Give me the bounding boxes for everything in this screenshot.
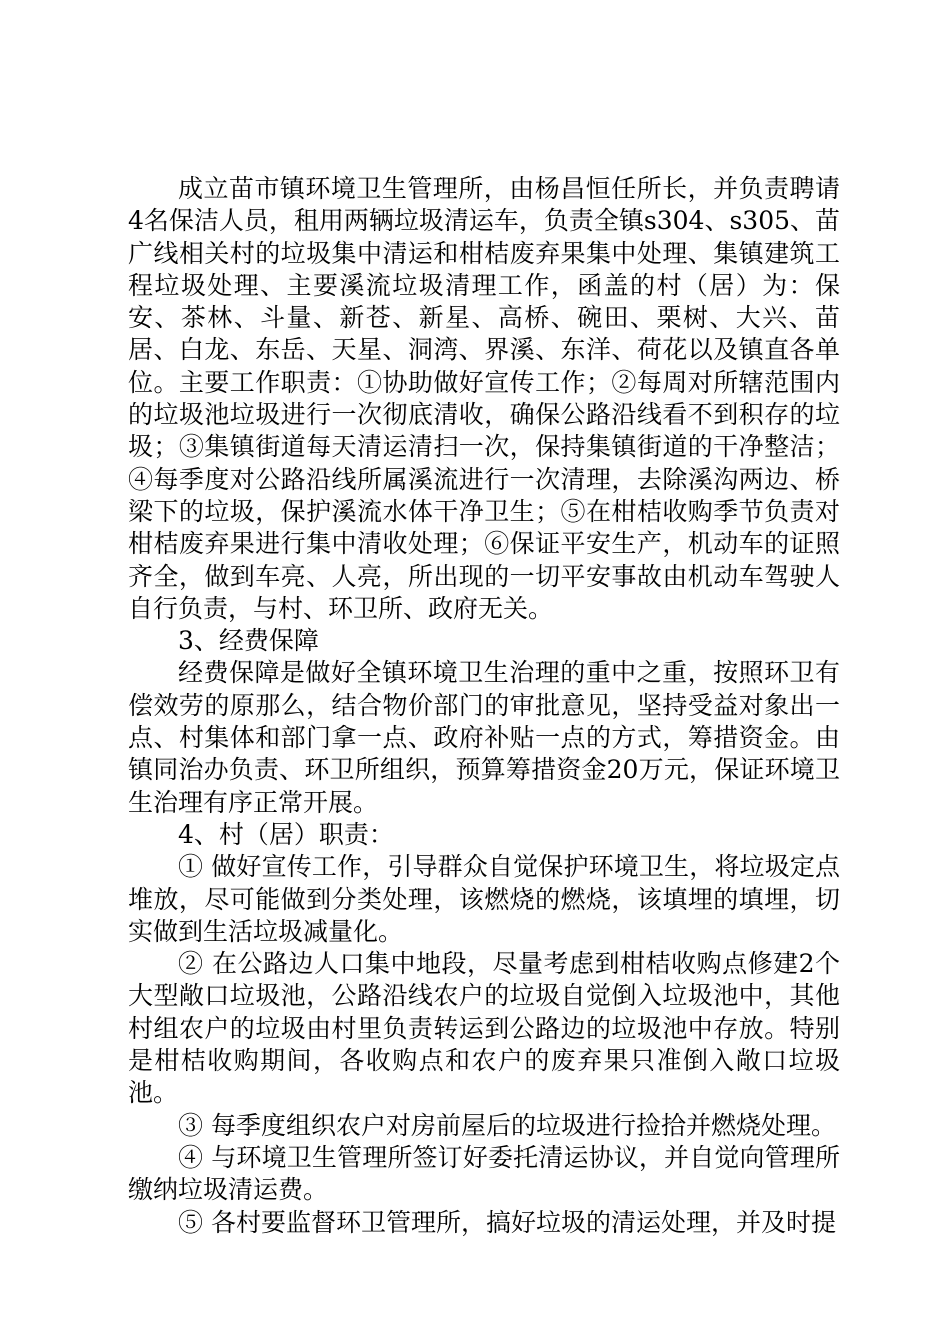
paragraph-duty-4: ④ 与环境卫生管理所签订好委托清运协议，并自觉向管理所缴纳垃圾清运费。 bbox=[128, 1142, 840, 1205]
paragraph-duty-2: ② 在公路边人口集中地段，尽量考虑到柑桔收购点修建2个大型敞口垃圾池，公路沿线农户的垃圾自觉倒入垃圾池中，其他村组农户的垃圾由村里负责转运到公路边的垃圾池中存放。特别是柑桔收购期间，各收购点和农户的废弃果只准倒入敞口垃圾池。 bbox=[128, 949, 840, 1108]
heading-funding: 3、经费保障 bbox=[178, 626, 319, 656]
paragraph-duty-1: ① 做好宣传工作，引导群众自觉保护环境卫生，将垃圾定点堆放，尽可能做到分类处理，该燃烧的燃烧，该填埋的填埋，切实做到生活垃圾减量化。 bbox=[128, 852, 840, 946]
paragraph-duty-5: ⑤ 各村要监督环卫管理所，搞好垃圾的清运处理，并及时提 bbox=[178, 1207, 836, 1237]
document-body bbox=[128, 173, 840, 1239]
paragraph-sanitation-office: 成立苗市镇环境卫生管理所，由杨昌恒任所长，并负责聘请4名保洁人员，租用两辆垃圾清运车，负责全镇s304、s305、苗广线相关村的垃圾集中清运和柑桔废弃果集中处理、集镇建筑工程垃圾处理、主要溪流垃圾清理工作，函盖的村（居）为：保安、茶林、斗量、新苍、新星、高桥、碗田、栗树、大兴、苗居、白龙、东岳、天星、洞湾、界溪、东洋、荷花以及镇直各单位。主要工作职责：①协助做好宣传工作；②每周对所辖范围内的垃圾池垃圾进行一次彻底清收，确保公路沿线看不到积存的垃圾；③集镇街道每天清运清扫一次，保持集镇街道的干净整洁；④每季度对公路沿线所属溪流进行一次清理，去除溪沟两边、桥梁下的垃圾，保护溪流水体干净卫生；⑤在柑桔收购季节负责对柑桔废弃果进行集中清收处理；⑥保证平安生产，机动车的证照齐全，做到车亮、人亮，所出现的一切平安事故由机动车驾驶人自行负责，与村、环卫所、政府无关。 bbox=[128, 174, 841, 623]
paragraph-duty-3: ③ 每季度组织农户对房前屋后的垃圾进行捡拾并燃烧处理。 bbox=[178, 1110, 836, 1140]
paragraph-funding: 经费保障是做好全镇环境卫生治理的重中之重，按照环卫有偿效劳的原那么，结合物价部门的审批意见，坚持受益对象出一点、村集体和部门拿一点、政府补贴一点的方式，筹措资金。由镇同治办负责、环卫所组织，预算筹措资金20万元，保证环境卫生治理有序正常开展。 bbox=[128, 658, 840, 817]
heading-village-duties: 4、村（居）职责： bbox=[178, 819, 394, 849]
